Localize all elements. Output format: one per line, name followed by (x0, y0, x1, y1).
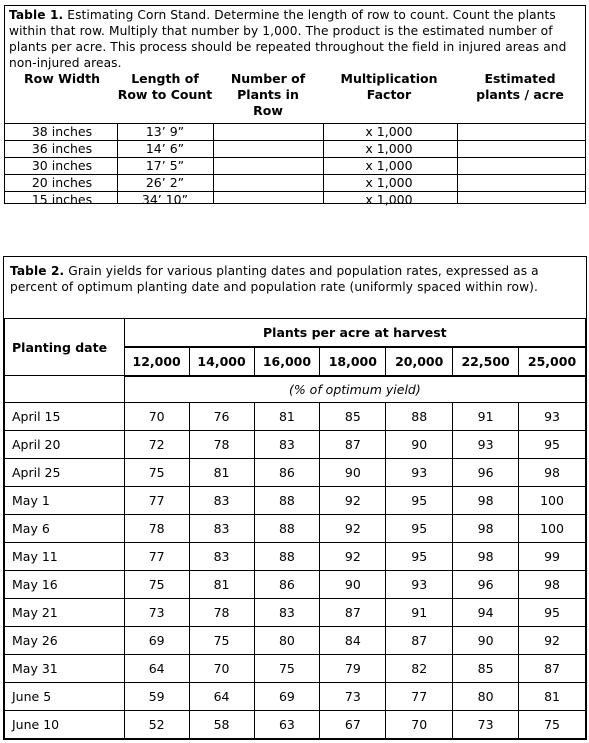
yield-cell: 83 (254, 431, 320, 459)
yield-cell: 95 (519, 599, 586, 627)
table-2-title: Table 2. (10, 264, 65, 278)
table-cell: 15 inches (31, 192, 93, 207)
yield-cell: 64 (124, 655, 189, 683)
column-divider (213, 123, 214, 203)
yield-cell: 94 (453, 599, 519, 627)
population-header: 22,500 (453, 347, 519, 376)
yield-cell: 87 (320, 431, 386, 459)
planting-date-cell: April 15 (5, 403, 125, 431)
yield-cell: 77 (124, 487, 189, 515)
table-1-caption (9, 7, 581, 71)
yield-cell: 84 (320, 627, 386, 655)
yield-cell: 75 (519, 711, 586, 739)
yield-cell: 93 (386, 459, 453, 487)
table-row (5, 655, 586, 683)
planting-date-cell: May 31 (5, 655, 125, 683)
table-row (5, 683, 586, 711)
column-divider (457, 123, 458, 203)
yield-cell: 96 (453, 459, 519, 487)
column-header: Row Width (23, 71, 100, 86)
yield-cell: 78 (124, 515, 189, 543)
yield-cell: 67 (320, 711, 386, 739)
yield-cell: 63 (254, 711, 320, 739)
yield-cell: 81 (254, 403, 320, 431)
table-row (5, 711, 586, 739)
table-cell: 26’ 2” (145, 175, 185, 190)
table-cell: 17’ 5” (145, 158, 185, 173)
yield-cell: 92 (320, 487, 386, 515)
table-1 (4, 5, 586, 207)
column-header: Estimated plants / acre (476, 71, 564, 102)
population-header: 14,000 (189, 347, 254, 376)
yield-cell: 83 (189, 515, 254, 543)
population-header: 20,000 (386, 347, 453, 376)
column-divider (323, 123, 324, 203)
yield-cell: 77 (386, 683, 453, 711)
yield-cell: 93 (453, 431, 519, 459)
table-cell: 30 inches (31, 158, 93, 173)
yield-cell: 78 (189, 599, 254, 627)
table-cell: x 1,000 (365, 175, 413, 190)
yield-cell: 88 (386, 403, 453, 431)
yield-cell: 83 (189, 487, 254, 515)
table-2-grid (4, 318, 586, 739)
table-row (5, 174, 585, 191)
unit-label: (% of optimum yield) (124, 376, 585, 403)
yield-cell: 86 (254, 571, 320, 599)
planting-date-cell: April 25 (5, 459, 125, 487)
yield-cell: 69 (124, 627, 189, 655)
table-row (5, 515, 586, 543)
yield-cell: 98 (453, 487, 519, 515)
yield-cell: 59 (124, 683, 189, 711)
yield-cell: 70 (124, 403, 189, 431)
column-header: Multiplication Factor (340, 71, 438, 102)
planting-date-cell: May 6 (5, 515, 125, 543)
table-2-caption-text: Grain yields for various planting dates and population rates, expressed as a percent of optimum planting date and population rate (uniformly spaced within row). (10, 264, 539, 294)
table-cell: 13’ 9” (145, 124, 185, 139)
table-row (5, 157, 585, 174)
yield-cell: 92 (320, 515, 386, 543)
yield-cell: 90 (320, 571, 386, 599)
table-cell: 34’ 10” (141, 192, 189, 207)
yield-cell: 76 (189, 403, 254, 431)
yield-cell: 92 (320, 543, 386, 571)
table-cell: 38 inches (31, 124, 93, 139)
table-row (5, 191, 585, 208)
population-header: 12,000 (124, 347, 189, 376)
yield-cell: 87 (320, 599, 386, 627)
yield-cell: 83 (189, 543, 254, 571)
yield-cell: 73 (320, 683, 386, 711)
yield-cell: 91 (386, 599, 453, 627)
yield-cell: 87 (519, 655, 586, 683)
yield-cell: 75 (124, 571, 189, 599)
planting-date-cell: June 5 (5, 683, 125, 711)
table-cell: x 1,000 (365, 124, 413, 139)
yield-cell: 75 (124, 459, 189, 487)
yield-cell: 87 (386, 627, 453, 655)
yield-cell: 81 (189, 571, 254, 599)
column-divider (117, 123, 118, 203)
empty-cell (5, 376, 125, 403)
planting-date-cell: June 10 (5, 711, 125, 739)
yield-cell: 80 (254, 627, 320, 655)
table-cell: x 1,000 (365, 141, 413, 156)
yield-cell: 92 (519, 627, 586, 655)
yield-cell: 91 (453, 403, 519, 431)
table-cell: 14’ 6” (145, 141, 185, 156)
yield-cell: 98 (519, 459, 586, 487)
table-1-header-row (5, 71, 585, 123)
table-row (5, 543, 586, 571)
yield-cell: 95 (519, 431, 586, 459)
table-row (5, 487, 586, 515)
yield-cell: 85 (453, 655, 519, 683)
planting-date-cell: May 16 (5, 571, 125, 599)
yield-cell: 81 (519, 683, 586, 711)
table-row (5, 459, 586, 487)
yield-cell: 70 (189, 655, 254, 683)
table-cell: 36 inches (31, 141, 93, 156)
yield-cell: 85 (320, 403, 386, 431)
yield-cell: 72 (124, 431, 189, 459)
yield-cell: 73 (124, 599, 189, 627)
yield-cell: 95 (386, 543, 453, 571)
yield-cell: 95 (386, 515, 453, 543)
planting-date-header: Planting date (5, 319, 125, 376)
table-row (5, 123, 585, 140)
table-cell: 20 inches (31, 175, 93, 190)
yield-cell: 73 (453, 711, 519, 739)
yield-cell: 98 (453, 543, 519, 571)
yield-cell: 58 (189, 711, 254, 739)
yield-cell: 98 (453, 515, 519, 543)
table-2 (3, 256, 587, 740)
yield-cell: 100 (519, 515, 586, 543)
yield-cell: 93 (386, 571, 453, 599)
planting-date-cell: April 20 (5, 431, 125, 459)
yield-cell: 90 (386, 431, 453, 459)
yield-cell: 78 (189, 431, 254, 459)
yield-cell: 93 (519, 403, 586, 431)
yield-cell: 96 (453, 571, 519, 599)
column-header: Number of Plants in Row (230, 71, 306, 118)
table-2-caption (10, 263, 580, 295)
yield-cell: 90 (320, 459, 386, 487)
column-header: Length of Row to Count (117, 71, 213, 102)
yield-cell: 88 (254, 515, 320, 543)
yield-cell: 75 (254, 655, 320, 683)
yield-cell: 90 (453, 627, 519, 655)
planting-date-cell: May 11 (5, 543, 125, 571)
yield-cell: 98 (519, 571, 586, 599)
planting-date-cell: May 21 (5, 599, 125, 627)
table-row (5, 140, 585, 157)
yield-cell: 75 (189, 627, 254, 655)
yield-cell: 52 (124, 711, 189, 739)
yield-cell: 95 (386, 487, 453, 515)
table-row (5, 627, 586, 655)
yield-cell: 64 (189, 683, 254, 711)
population-header: 18,000 (320, 347, 386, 376)
yield-cell: 88 (254, 543, 320, 571)
yield-cell: 81 (189, 459, 254, 487)
yield-cell: 100 (519, 487, 586, 515)
yield-cell: 99 (519, 543, 586, 571)
yield-cell: 69 (254, 683, 320, 711)
table-row (5, 403, 586, 431)
population-header: 25,000 (519, 347, 586, 376)
yield-cell: 79 (320, 655, 386, 683)
yield-cell: 80 (453, 683, 519, 711)
yield-cell: 82 (386, 655, 453, 683)
table-1-title: Table 1. (9, 8, 64, 22)
planting-date-cell: May 1 (5, 487, 125, 515)
planting-date-cell: May 26 (5, 627, 125, 655)
table-1-caption-text: Estimating Corn Stand. Determine the length of row to count. Count the plants within that row. Multiply that number by 1,000. The product is the estimated number of plants per acre. This process should be repeated throughout the field in injured areas and non-injured areas. (9, 8, 567, 70)
population-header: 16,000 (254, 347, 320, 376)
yield-cell: 70 (386, 711, 453, 739)
yield-cell: 88 (254, 487, 320, 515)
yield-cell: 86 (254, 459, 320, 487)
table-row (5, 571, 586, 599)
table-cell: x 1,000 (365, 192, 413, 207)
table-cell: x 1,000 (365, 158, 413, 173)
plants-per-acre-header: Plants per acre at harvest (124, 319, 585, 347)
yield-cell: 77 (124, 543, 189, 571)
table-row (5, 599, 586, 627)
yield-cell: 83 (254, 599, 320, 627)
table-row (5, 431, 586, 459)
